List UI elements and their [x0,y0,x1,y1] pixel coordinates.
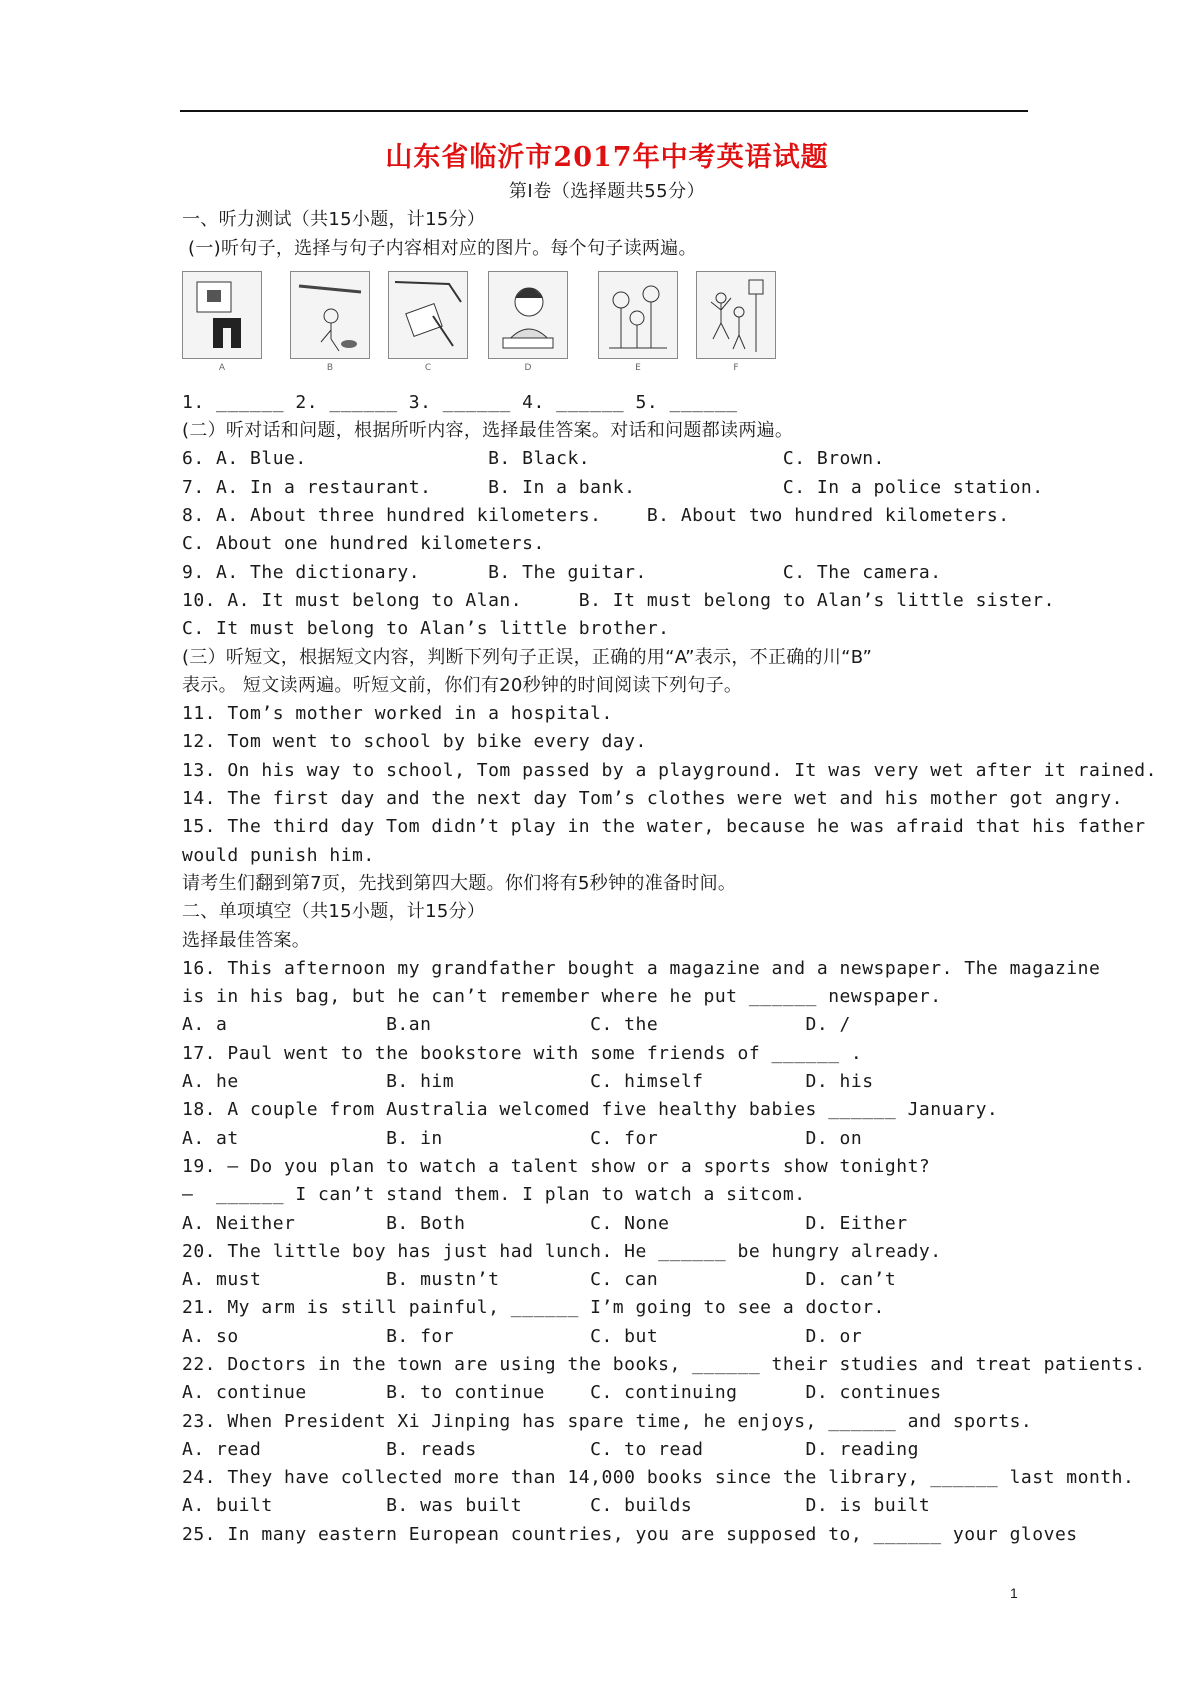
picture-label: E [635,362,641,373]
exam-line: 12. Tom went to school by bike every day. [182,731,647,753]
picture-label: D [524,362,532,373]
exam-line: A. so B. for C. but D. or [182,1325,863,1347]
page-subtitle: 第I卷（选择题共55分） [508,181,706,202]
exam-line: 7. A. In a restaurant. B. In a bank. C. In a police station. [182,476,1044,498]
exam-line: C. About one hundred kilometers. [182,533,545,555]
picture-illustration [182,271,262,359]
exam-line: A. he B. him C. himself D. his [182,1071,874,1093]
exam-line: would punish him. [182,844,375,866]
exam-line: 9. A. The dictionary. B. The guitar. C. The camera. [182,561,942,583]
picture-illustration [488,271,568,359]
exam-line: 16. This afternoon my grandfather bought a magazine and a newspaper. The magazine [182,957,1101,979]
page-number: 1 [1010,1585,1018,1601]
exam-body [182,206,1157,1549]
exam-line: 选择最佳答案。 [182,929,311,951]
exam-line: is in his bag, but he can’t remember where he put ______ newspaper. [182,986,942,1008]
exam-line: 一、听力测试（共15小题，计15分） [182,209,486,231]
exam-line: 1. ______ 2. ______ 3. ______ 4. ______ 5. ______ [182,391,738,413]
exam-line: 表示。 短文读两遍。听短文前，你们有20秒钟的时间阅读下列句子。 [182,674,743,696]
exam-line: 17. Paul went to the bookstore with some friends of ______ . [182,1042,863,1064]
header-rule [180,110,1028,112]
exam-line: 13. On his way to school, Tom passed by a playground. It was very wet after it rained. [182,759,1157,781]
exam-line: 二、单项填空（共15小题，计15分） [182,901,486,923]
picture-d [488,271,568,379]
exam-line: 23. When President Xi Jinping has spare time, he enjoys, ______ and sports. [182,1410,1033,1432]
picture-a [182,271,262,379]
picture-illustration [290,271,370,359]
exam-line: A. at B. in C. for D. on [182,1127,863,1149]
picture-label: A [218,362,226,373]
picture-f [696,271,776,379]
picture-label: F [733,362,739,373]
exam-line: 20. The little boy has just had lunch. He ______ be hungry already. [182,1240,942,1262]
exam-line: A. a B.an C. the D. / [182,1014,851,1036]
picture-b [290,271,370,379]
exam-line: 6. A. Blue. B. Black. C. Brown. [182,448,885,470]
picture-illustration [598,271,678,359]
exam-line: 21. My arm is still painful, ______ I’m going to see a doctor. [182,1297,885,1319]
exam-line: (二）听对话和问题，根据所听内容，选择最佳答案。对话和问题都读两遍。 [182,420,794,442]
exam-line: 19. — Do you plan to watch a talent show or a sports show tonight? [182,1155,931,1177]
exam-line: A. continue B. to continue C. continuing D. continues [182,1382,942,1404]
exam-line: 18. A couple from Australia welcomed five healthy babies ______ January. [182,1099,999,1121]
exam-line: (三）听短文，根据短文内容，判断下列句子正误，正确的用“A”表示，不正确的川“B” [182,646,873,668]
exam-line: A. built B. was built C. builds D. is built [182,1495,931,1517]
listening-pictures [182,271,1032,383]
exam-page [182,138,1157,1549]
exam-line: 25. In many eastern European countries, you are supposed to, ______ your gloves [182,1523,1078,1545]
exam-line: C. It must belong to Alan’s little brother. [182,618,670,640]
exam-line: (一)听句子，选择与句子内容相对应的图片。每个句子读两遍。 [182,237,697,259]
exam-line: A. read B. reads C. to read D. reading [182,1438,919,1460]
exam-line: 14. The first day and the next day Tom’s clothes were wet and his mother got angry. [182,788,1123,810]
exam-line: A. must B. mustn’t C. can D. can’t [182,1269,897,1291]
picture-label: B [326,362,334,373]
exam-line: 22. Doctors in the town are using the books, ______ their studies and treat patients. [182,1353,1146,1375]
exam-line: 请考生们翻到第7页，先找到第四大题。你们将有5秒钟的准备时间。 [182,872,737,894]
exam-line: 15. The third day Tom didn’t play in the water, because he was afraid that his father [182,816,1146,838]
picture-e [598,271,678,379]
exam-line: A. Neither B. Both C. None D. Either [182,1212,908,1234]
exam-line: 24. They have collected more than 14,000 books since the library, ______ last month. [182,1467,1135,1489]
page-title: 山东省临沂市2017年中考英语试题 [385,142,829,173]
picture-label: C [424,362,432,373]
exam-line: 11. Tom’s mother worked in a hospital. [182,703,613,725]
picture-c [388,271,468,379]
exam-line: — ______ I can’t stand them. I plan to watch a sitcom. [182,1184,806,1206]
picture-illustration [388,271,468,359]
picture-illustration [696,271,776,359]
exam-line: 10. A. It must belong to Alan. B. It must belong to Alan’s little sister. [182,589,1055,611]
exam-line: 8. A. About three hundred kilometers. B. About two hundred kilometers. [182,505,1010,527]
